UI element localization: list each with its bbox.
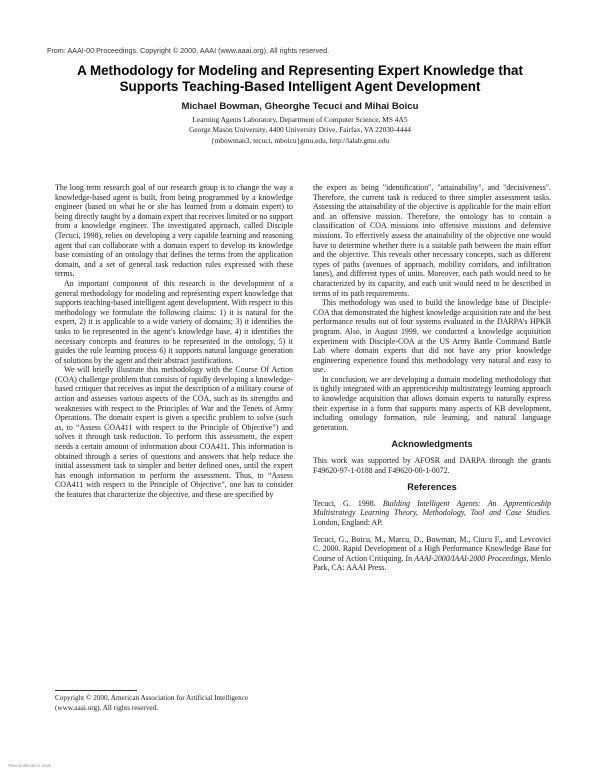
affiliation [30, 115, 570, 146]
paper-title [30, 63, 570, 94]
reference-1-authors: Tecuci, G. 1998. [313, 498, 383, 508]
right-column [313, 183, 551, 580]
body-paragraph-3: We will briefly illustrate this methodology with the Course Of Action (COA) challenge problem that consists of rapidly developing a knowledge-based critiquer that receives as input the description of a military course of action and assesses various aspects of the COA, such as its strengths and weaknesses with respect to the Principles of War and the Tenets of Army Operations. The domain expert is given a specific problem to solve (such as, to “Assess COA411 with respect to the Principle of Objective”) and solves it through task reduction. To perform this assessment, the expert needs a certain amount of information about COA411. This information is obtained through a series of questions and answers that help reduce the initial assessment task to simpler and better defined ones, until the expert has enough information to perform the assessment. Thus, to “Assess COA411 with respect to the Principle of Objective”, one has to consider the features that characterize the objective, and these are specified by [55, 365, 293, 499]
body-paragraph-6: In conclusion, we are developing a domain modeling methodology that is tightly integrated with an apprenticeship multistrategy learning approach to knowledge acquisition that allows domain experts to naturally express their expertise in a form that supports many aspects of KB development, including ontology formation, rule learning, and natural language generation. [313, 374, 551, 432]
title-line-1: A Methodology for Modeling and Representing Expert Knowledge that [77, 63, 523, 78]
reference-2-authors: Tecuci, G., Boicu, M., Marcu, D., Bowman, M., Ciucu F., and Levcovici C. 2000. Rapid Development of a High Performance Knowledge Base for Course of Action Critiquing. In [313, 534, 551, 563]
reference-1 [313, 499, 551, 528]
affiliation-line-3: {mbowman3, tecuci, mboicu}gmu.edu, http://lalab.gmu.edu [210, 135, 390, 145]
reference-2 [313, 535, 551, 573]
reference-2-publisher: Menlo Park, CA: AAAI Press. [313, 553, 552, 573]
reference-1-publisher: London, England: AP. [313, 518, 383, 527]
body-paragraph-5: This methodology was used to build the knowledge base of Disciple-COA that demonstrated the highest knowledge acquisition rate and the best performance results out of four systems evaluated in the DARPA’s HPKB program. Also, in August 1999, we conducted a knowledge acquisition experiment with Disciple-COA at the US Army Battle Command Battle Lab where domain experts that did not have any prior knowledge engineering experience found this methodology very natural and easy to use. [313, 298, 551, 375]
reference-2-venue: AAAI-2000/IAAI-2000 Proceedings, [414, 553, 529, 563]
body-paragraph-4: the expert as being "identification", "attainability", and "decisiveness". Therefore, the current task is reduced to three simpler assessment tasks. Assessing the attainability of the objective is applicable for the main effort and an offensive mission. Therefore, the ontology has to contain a classification of COA missions into offensive missions and defensive missions. To effectively assess the attainability of the objective one would have to determine whether there is a suitable path between the main effort and the objective. This reveals other necessary concepts, such as different types of paths (avenues of approach, mobility corridors, and infiltration lanes), and different types of units. Moreover, each path would need to be characterized by its capacity, and each unit would need to be described in terms of its path requirements. [313, 183, 551, 298]
affiliation-line-2: George Mason University, 4400 University Drive, Fairfax, VA 22030-4444 [189, 125, 411, 135]
copyright-footnote [55, 694, 293, 713]
footnote-line-1: Copyright © 2000, American Association for Artificial Intelligence [55, 694, 249, 702]
title-line-2: Supports Teaching-Based Intelligent Agent Development [119, 78, 481, 94]
body-paragraph-1: The long term research goal of our research group is to change the way a knowledge-based agent is built, from being programmed by a knowledge engineer (based on what he or she has learned from a domain expert) to being directly taught by a domain expert that receives limited or no support from a knowledge engineer. The investigated approach, called Disciple (Tecuci, 1998), relies on developing a very capable learning and reasoning agent that can collaborate with a domain expert to develop its knowledge base consisting of an ontology that defines the terms from the application domain, and a set of general task reduction rules expressed with these terms. [55, 183, 293, 279]
authors: Michael Bowman, Gheorghe Tecuci and Mihai Boicu [181, 101, 419, 112]
footnote-line-2: (www.aaai.org). All rights reserved. [55, 703, 158, 712]
footnote-rule [55, 690, 137, 691]
source-line: From: AAAI-00 Proceedings. Copyright © 2000, AAAI (www.aaai.org). All rights reserved. [47, 46, 330, 55]
acknowledgments-text: This work was supported by AFOSR and DARPA through the grants F49620-97-1-0188 and F49620-00-1-0072. [313, 456, 551, 475]
publication-stats-watermark: View publication stats [8, 763, 52, 768]
reference-1-title: Building Intelligent Agents: An Apprenticeship Multistrategy Learning Theory, Methodology, Tool and Case Studies. [313, 498, 551, 518]
left-column [55, 183, 293, 500]
body-paragraph-2: An important component of this research is the development of a general methodology for modeling and representing expert knowledge that supports teaching-based intelligent agent development. With respect to this methodology we formulate the following claims: 1) it is natural for the expert, 2) it is applicable to a wide variety of domains; 3) it identifies the tasks to be represented in the agent’s knowledge base, 4) it identifies the necessary concepts and features to be represented in the ontology, 5) it guides the rule learning process 6) it supports natural language generation of solutions by the agent and their abstract justifications. [55, 278, 293, 365]
acknowledgments-heading: Acknowledgments [391, 439, 473, 450]
references-heading: References [407, 482, 457, 493]
affiliation-line-1: Learning Agents Laboratory, Department of Computer Science, MS 4A5 [192, 115, 408, 124]
